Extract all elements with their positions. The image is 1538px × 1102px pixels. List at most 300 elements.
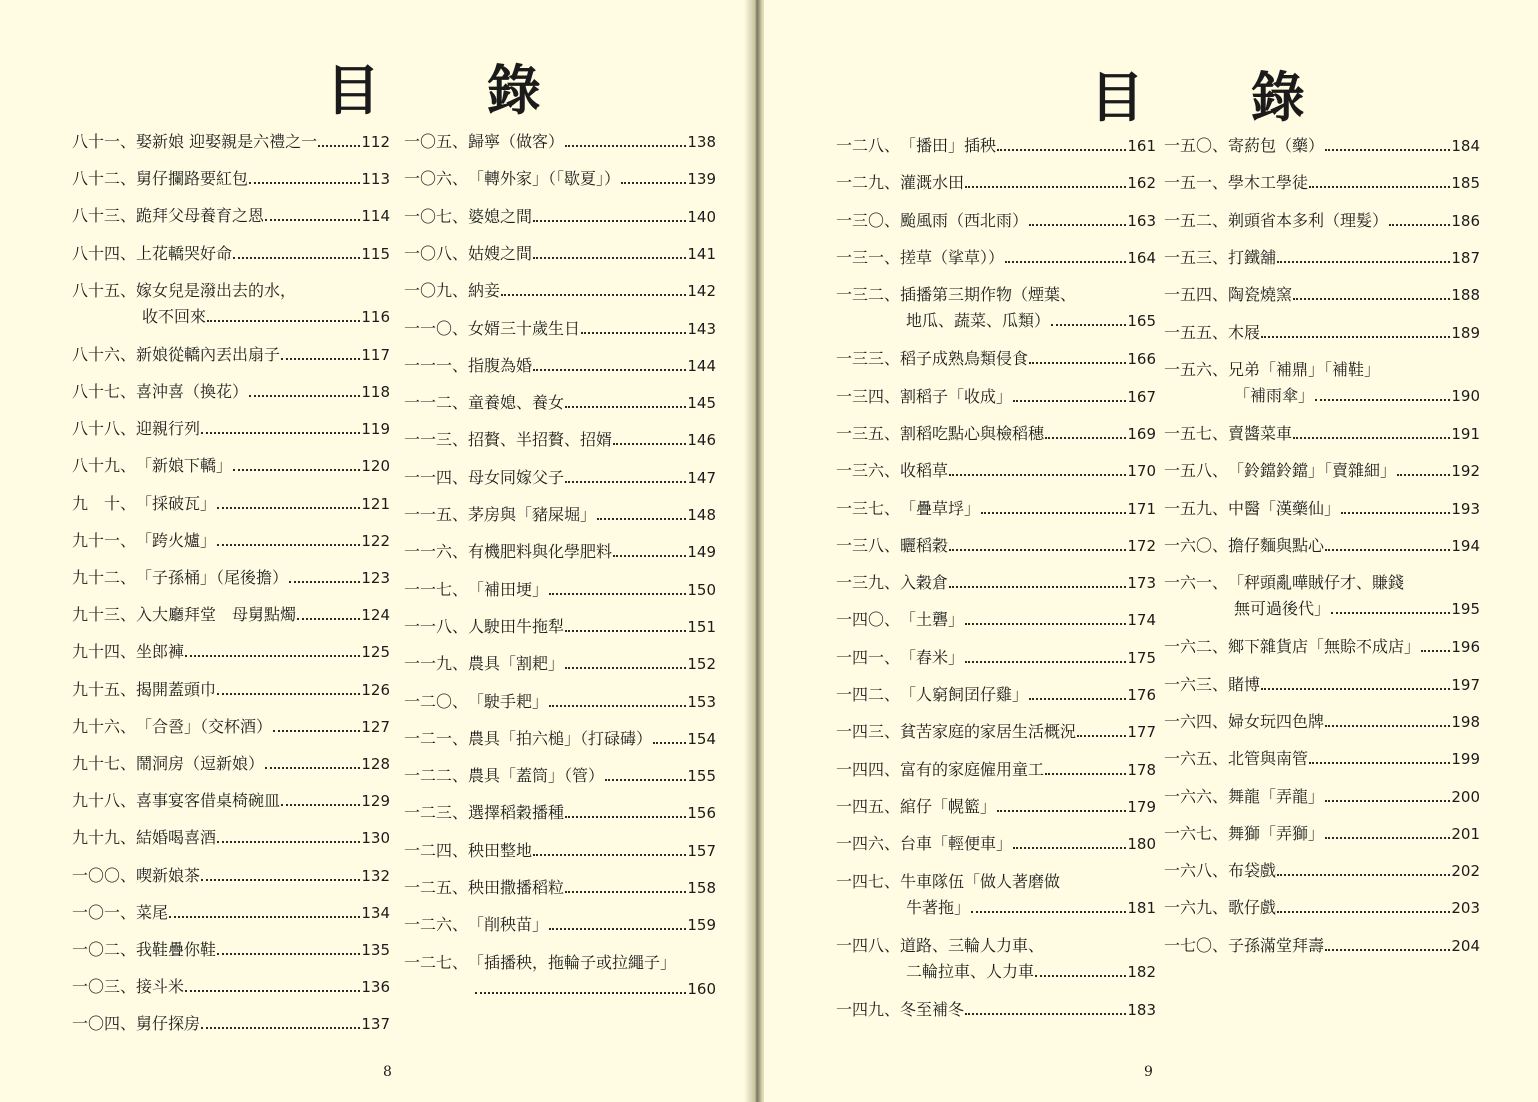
right-toc-column-1 [836, 133, 1156, 1034]
toc-entry [72, 900, 390, 926]
toc-entry [1164, 496, 1480, 522]
toc-leader-dots [549, 591, 686, 595]
toc-entry-page: 177 [1127, 723, 1156, 742]
toc-entry-number: 一二〇、 [404, 691, 469, 711]
toc-leader-dots [533, 218, 686, 222]
left-page-number: 8 [383, 1064, 392, 1080]
toc-entry-title: 打鐵舖 [1228, 247, 1277, 267]
toc-leader-dots [621, 180, 686, 184]
toc-leader-dots [1035, 973, 1126, 977]
toc-leader-dots [981, 510, 1126, 514]
toc-entry [404, 689, 716, 715]
toc-leader-dots [613, 553, 686, 557]
toc-leader-dots [1325, 798, 1450, 802]
toc-entry-page: 115 [361, 244, 390, 263]
toc-entry-number: 一〇六、 [404, 169, 469, 189]
toc-entry [404, 539, 716, 565]
toc-entry-title: 冬至補冬 [900, 999, 965, 1019]
toc-entry-title: 指腹為婚 [468, 355, 533, 375]
toc-line [836, 384, 1156, 410]
toc-entry-title: 接斗米 [136, 977, 185, 997]
toc-entry-number: 八十八、 [72, 419, 137, 439]
toc-entry-title: 木屐 [1228, 322, 1261, 342]
toc-line [1164, 357, 1480, 383]
toc-entry-number: 一三六、 [836, 461, 901, 481]
toc-entry-number: 一一六、 [404, 542, 469, 562]
toc-leader-dots [613, 441, 686, 445]
toc-entry-page: 183 [1127, 1000, 1156, 1019]
toc-entry-number: 一二六、 [404, 915, 469, 935]
toc-entry-title: 「土礱」 [900, 610, 965, 630]
toc-leader-dots [1261, 686, 1450, 690]
toc-line [1164, 458, 1480, 484]
toc-entry-page: 196 [1451, 638, 1480, 657]
toc-entry-number: 一五六、 [1164, 359, 1229, 379]
toc-leader-dots [533, 255, 686, 259]
toc-entry-number: 九十三、 [72, 605, 137, 625]
toc-entry [72, 528, 390, 554]
toc-entry-page: 142 [687, 282, 716, 301]
toc-entry [1164, 821, 1480, 847]
toc-entry-title: 選擇稻穀播種 [468, 803, 565, 823]
toc-entry-page: 167 [1127, 387, 1156, 406]
toc-entry-title: 秧田撒播稻粒 [468, 878, 565, 897]
toc-entry [404, 614, 716, 640]
toc-entry-page: 141 [687, 244, 716, 263]
toc-line [404, 166, 716, 192]
toc-entry-page: 195 [1451, 600, 1480, 619]
toc-entry-number: 一四〇、 [836, 610, 901, 630]
toc-entry-number: 八十二、 [72, 169, 137, 189]
toc-entry-number: 一七〇、 [1164, 935, 1229, 955]
toc-line [72, 639, 390, 665]
toc-leader-dots [997, 808, 1126, 812]
toc-entry-title-continued: 「補雨傘」 [1234, 385, 1315, 405]
toc-entry-title: 擔仔麵與點心 [1228, 535, 1325, 555]
toc-entry-number: 一六一、 [1164, 573, 1229, 593]
toc-line [836, 997, 1156, 1023]
toc-entry-number: 一四九、 [836, 999, 901, 1019]
toc-entry-title: 「播田」插秧 [900, 136, 997, 155]
toc-line [404, 838, 716, 864]
toc-leader-dots [185, 653, 360, 657]
toc-line [404, 427, 716, 453]
toc-line [72, 565, 390, 591]
toc-entry [404, 651, 716, 677]
toc-entry [72, 1011, 390, 1037]
toc-entry-number: 一五四、 [1164, 285, 1229, 305]
toc-entry [404, 577, 716, 603]
toc-line [72, 416, 390, 442]
toc-entry-title: 婆媳之間 [468, 206, 533, 226]
toc-leader-dots [1325, 147, 1450, 151]
toc-line [1164, 570, 1480, 596]
toc-line [836, 831, 1156, 857]
toc-entry-title: 牛車隊伍「做人著磨做 [900, 871, 1061, 891]
toc-entry-page: 129 [361, 792, 390, 811]
toc-entry-page: 149 [687, 543, 716, 562]
toc-entry-title: 「舂米」 [900, 647, 965, 667]
toc-line [72, 342, 390, 368]
toc-entry-title: 入穀倉 [900, 573, 949, 593]
toc-entry [72, 788, 390, 814]
toc-entry-title: 人駛田牛拖犁 [468, 616, 565, 636]
toc-line [404, 129, 716, 155]
toc-line [836, 208, 1156, 234]
toc-entry [836, 607, 1156, 633]
toc-entry-number: 九十八、 [72, 791, 137, 811]
toc-entry-title: 喫新娘茶 [136, 865, 201, 885]
toc-entry [836, 458, 1156, 484]
toc-entry-page: 146 [687, 431, 716, 450]
toc-entry-number: 八十一、 [72, 132, 137, 151]
toc-entry [72, 166, 390, 192]
toc-entry-page: 117 [361, 345, 390, 364]
toc-entry-page: 140 [687, 207, 716, 226]
toc-entry [404, 427, 716, 453]
toc-entry-number: 一一〇、 [404, 318, 469, 338]
toc-entry-title-continued: 收不回來 [142, 306, 207, 326]
toc-entry-page: 123 [361, 568, 390, 587]
toc-leader-dots [1051, 322, 1126, 326]
toc-entry-title: 「鈴鐺鈴鐺」「賣雜細」 [1228, 461, 1397, 481]
toc-entry [72, 565, 390, 591]
toc-entry [836, 794, 1156, 820]
toc-entry-number: 一五一、 [1164, 173, 1229, 193]
toc-entry-title: 「人窮飼囝仔雞」 [900, 685, 1029, 705]
toc-entry-page: 130 [361, 829, 390, 848]
toc-entry-title: 北管與南管 [1228, 749, 1309, 769]
toc-line [836, 308, 1156, 334]
toc-entry [72, 714, 390, 740]
toc-entry [404, 316, 716, 342]
toc-entry-number: 一三〇、 [836, 210, 901, 230]
toc-line [404, 353, 716, 379]
toc-entry [404, 204, 716, 230]
toc-entry-page: 184 [1451, 137, 1480, 155]
toc-entry-page: 135 [361, 940, 390, 959]
toc-leader-dots [1325, 547, 1450, 551]
toc-entry-page: 180 [1127, 835, 1156, 854]
toc-line [72, 453, 390, 479]
toc-entry [404, 353, 716, 379]
toc-entry-page: 182 [1127, 962, 1156, 981]
toc-entry [1164, 858, 1480, 884]
toc-entry-number: 一〇九、 [404, 281, 469, 301]
toc-entry [836, 831, 1156, 857]
toc-line [836, 458, 1156, 484]
toc-entry-title: 舞獅「弄獅」 [1228, 823, 1325, 843]
toc-entry-title: 兄弟「補鼎」「補鞋」 [1228, 359, 1381, 379]
toc-entry [836, 533, 1156, 559]
toc-entry-number: 一四二、 [836, 685, 901, 705]
toc-entry-number: 一二七、 [404, 952, 469, 972]
toc-entry-title: 新娘從轎內丟出扇子 [136, 344, 281, 364]
toc-entry [836, 133, 1156, 159]
toc-entry [1164, 933, 1480, 959]
toc-line [836, 346, 1156, 372]
toc-entry [1164, 282, 1480, 308]
toc-entry-page: 120 [361, 457, 390, 476]
toc-entry-title: 上花轎哭好命 [136, 243, 233, 263]
toc-entry-number: 一一一、 [404, 355, 469, 375]
toc-entry [836, 421, 1156, 447]
toc-line [1164, 245, 1480, 271]
toc-leader-dots [249, 180, 360, 184]
toc-leader-dots [565, 404, 686, 408]
toc-entry-title: 茅房與「豬屎堀」 [468, 505, 597, 524]
toc-entry-page: 143 [687, 319, 716, 338]
toc-entry [836, 208, 1156, 234]
toc-entry-title: 跪拜父母養育之恩 [136, 206, 265, 226]
toc-entry-page: 134 [361, 903, 390, 922]
toc-line [836, 933, 1156, 959]
toc-leader-dots [1277, 909, 1450, 913]
toc-entry-page: 181 [1127, 898, 1156, 917]
toc-entry-title: 嫁女兒是潑出去的水， [136, 280, 297, 300]
toc-entry-page: 189 [1451, 323, 1480, 342]
toc-entry [72, 677, 390, 703]
toc-leader-dots [201, 1025, 360, 1029]
toc-entry-number: 一六二、 [1164, 637, 1229, 657]
toc-entry [404, 800, 716, 826]
toc-line [404, 689, 716, 715]
toc-leader-dots [581, 330, 686, 334]
toc-entry [1164, 672, 1480, 698]
toc-line [836, 421, 1156, 447]
toc-entry-page: 150 [687, 580, 716, 599]
toc-line [836, 869, 1156, 895]
toc-entry-number: 一五七、 [1164, 423, 1229, 443]
toc-entry-title: 「補田埂」 [468, 579, 549, 599]
toc-line [1164, 496, 1480, 522]
toc-entry-title: 母女同嫁父子 [468, 467, 565, 487]
toc-entry-page: 122 [361, 531, 390, 550]
toc-entry-page: 191 [1451, 424, 1480, 443]
toc-entry-page: 169 [1127, 424, 1156, 443]
toc-leader-dots [965, 184, 1126, 188]
toc-line [836, 959, 1156, 985]
toc-entry-number: 一二五、 [404, 878, 469, 897]
toc-line [1164, 282, 1480, 308]
toc-entry [836, 757, 1156, 783]
toc-entry-title: 喜事宴客借桌椅碗皿 [136, 791, 281, 811]
toc-entry-page: 186 [1451, 211, 1480, 230]
toc-entry-page: 192 [1451, 462, 1480, 481]
toc-entry-page: 153 [687, 692, 716, 711]
toc-entry-number: 一四四、 [836, 759, 901, 779]
toc-entry-number: 一六三、 [1164, 674, 1229, 694]
toc-line [72, 1011, 390, 1037]
toc-leader-dots [549, 926, 686, 930]
toc-entry [1164, 533, 1480, 559]
toc-entry-number: 一一二、 [404, 393, 469, 413]
toc-entry-number: 一五三、 [1164, 247, 1229, 267]
toc-entry-number: 一二八、 [836, 136, 901, 155]
toc-line [836, 757, 1156, 783]
toc-entry-number: 九十四、 [72, 642, 137, 662]
toc-entry [72, 937, 390, 963]
toc-entry-page: 200 [1451, 787, 1480, 806]
toc-entry-title: 女婿三十歲生日 [468, 318, 581, 338]
toc-entry-page: 145 [687, 394, 716, 413]
toc-entry [404, 912, 716, 938]
toc-line [72, 528, 390, 554]
toc-entry [72, 825, 390, 851]
toc-line [404, 316, 716, 342]
toc-line [1164, 383, 1480, 409]
toc-entry [404, 763, 716, 789]
toc-leader-dots [475, 990, 686, 994]
toc-entry-page: 128 [361, 754, 390, 773]
toc-leader-dots [565, 889, 686, 893]
toc-entry-title: 稻子成熟鳥類侵食 [900, 349, 1029, 369]
toc-entry-number: 一三八、 [836, 535, 901, 555]
toc-entry [404, 502, 716, 528]
toc-leader-dots [997, 147, 1126, 151]
toc-entry-title: 割稻吃點心與檢稻穗 [900, 423, 1045, 443]
toc-line [1164, 208, 1480, 234]
toc-entry-title: 插播第三期作物（煙葉、 [900, 285, 1077, 305]
toc-leader-dots [533, 367, 686, 371]
toc-entry-page: 193 [1451, 499, 1480, 518]
right-toc-column-2 [1164, 133, 1480, 970]
toc-entry [836, 933, 1156, 985]
toc-line [404, 502, 716, 528]
toc-entry-page: 172 [1127, 536, 1156, 555]
toc-line [1164, 133, 1480, 159]
toc-entry-title: 農具「割耙」 [468, 654, 565, 674]
toc-entry-page: 187 [1451, 248, 1480, 267]
toc-entry-page: 113 [361, 170, 390, 189]
toc-line [1164, 933, 1480, 959]
toc-entry-number: 一三四、 [836, 386, 901, 406]
toc-entry-title: 布袋戲 [1228, 861, 1277, 881]
toc-leader-dots [273, 728, 360, 732]
toc-leader-dots [201, 430, 360, 434]
toc-line [1164, 634, 1480, 660]
toc-leader-dots [1309, 184, 1450, 188]
toc-leader-dots [217, 951, 360, 955]
toc-leader-dots [1261, 334, 1450, 338]
toc-line [1164, 821, 1480, 847]
toc-leader-dots [318, 143, 360, 147]
toc-leader-dots [971, 909, 1126, 913]
toc-entry-number: 一五五、 [1164, 322, 1229, 342]
toc-entry [1164, 320, 1480, 346]
toc-entry-number: 一六八、 [1164, 861, 1229, 881]
toc-entry [1164, 709, 1480, 735]
toc-entry-page: 148 [687, 506, 716, 524]
toc-entry-title: 貧苦家庭的家居生活概況 [900, 722, 1077, 742]
toc-entry-title: 「合巹」（交杯酒） [136, 716, 273, 736]
toc-entry-number: 一六九、 [1164, 898, 1229, 918]
toc-entry [836, 346, 1156, 372]
toc-entry-number: 一六七、 [1164, 823, 1229, 843]
toc-entry-page: 112 [361, 133, 390, 151]
toc-leader-dots [1013, 845, 1126, 849]
toc-entry-title: 子孫滿堂拜壽 [1228, 935, 1325, 955]
toc-entry-page: 114 [361, 207, 390, 226]
toc-entry-title: 寄葯包（藥） [1228, 136, 1325, 155]
toc-leader-dots [965, 659, 1126, 663]
toc-entry-number: 一三三、 [836, 349, 901, 369]
toc-line [404, 651, 716, 677]
toc-entry-number: 一六〇、 [1164, 535, 1229, 555]
toc-entry-number: 一五〇、 [1164, 136, 1229, 155]
toc-leader-dots [201, 877, 360, 881]
toc-entry-title: 陶瓷燒窯 [1228, 285, 1293, 305]
toc-leader-dots [1013, 398, 1126, 402]
toc-entry-title: 賣醬菜車 [1228, 423, 1293, 443]
toc-entry-title: 入大廳拜堂 母舅點燭 [136, 605, 297, 625]
toc-entry-page: 198 [1451, 712, 1480, 731]
toc-leader-dots [965, 621, 1126, 625]
toc-entry-page: 173 [1127, 574, 1156, 593]
toc-entry [1164, 634, 1480, 660]
toc-entry [72, 639, 390, 665]
toc-line [72, 751, 390, 777]
toc-leader-dots [565, 479, 686, 483]
toc-entry-page: 118 [361, 382, 390, 401]
toc-line [72, 166, 390, 192]
toc-entry-title-continued: 二輪拉車、人力車 [906, 961, 1035, 981]
toc-entry [836, 282, 1156, 334]
toc-entry-page: 174 [1127, 611, 1156, 630]
toc-entry-page: 156 [687, 804, 716, 823]
toc-leader-dots [597, 516, 686, 520]
toc-entry [1164, 357, 1480, 409]
toc-line [72, 491, 390, 517]
toc-entry-page: 190 [1451, 386, 1480, 405]
toc-line [836, 645, 1156, 671]
toc-entry-title: 菜尾 [136, 902, 169, 922]
toc-entry-page: 194 [1451, 536, 1480, 555]
toc-entry-page: 121 [361, 494, 390, 513]
toc-line [404, 800, 716, 826]
toc-leader-dots [565, 143, 686, 147]
toc-entry-page: 176 [1127, 686, 1156, 705]
toc-line [1164, 895, 1480, 921]
toc-entry-number: 九十七、 [72, 753, 137, 773]
toc-entry-title: 「秤頭亂嘩賊仔才、賺錢 [1228, 573, 1405, 593]
toc-leader-dots [1309, 760, 1450, 764]
toc-leader-dots [605, 777, 686, 781]
toc-entry [836, 869, 1156, 921]
left-page-title: 目 錄 [326, 59, 585, 122]
toc-entry-page: 203 [1451, 899, 1480, 918]
toc-entry-number: 一四七、 [836, 871, 901, 891]
toc-entry-page: 152 [687, 655, 716, 674]
toc-entry-number: 八十五、 [72, 280, 137, 300]
toc-line [72, 677, 390, 703]
toc-line [72, 304, 390, 330]
toc-entry-title: 喜沖喜（換花） [136, 381, 249, 401]
toc-leader-dots [965, 1011, 1126, 1015]
toc-entry-number: 九十五、 [72, 679, 137, 699]
toc-line [72, 937, 390, 963]
toc-line [72, 714, 390, 740]
toc-leader-dots [1397, 472, 1450, 476]
toc-entry-number: 一〇八、 [404, 243, 469, 263]
toc-line [1164, 672, 1480, 698]
toc-entry [1164, 746, 1480, 772]
toc-entry-title: 颱風雨（西北雨） [900, 210, 1029, 230]
toc-entry [404, 465, 716, 491]
toc-line [836, 533, 1156, 559]
toc-entry [404, 875, 716, 901]
toc-entry [404, 166, 716, 192]
